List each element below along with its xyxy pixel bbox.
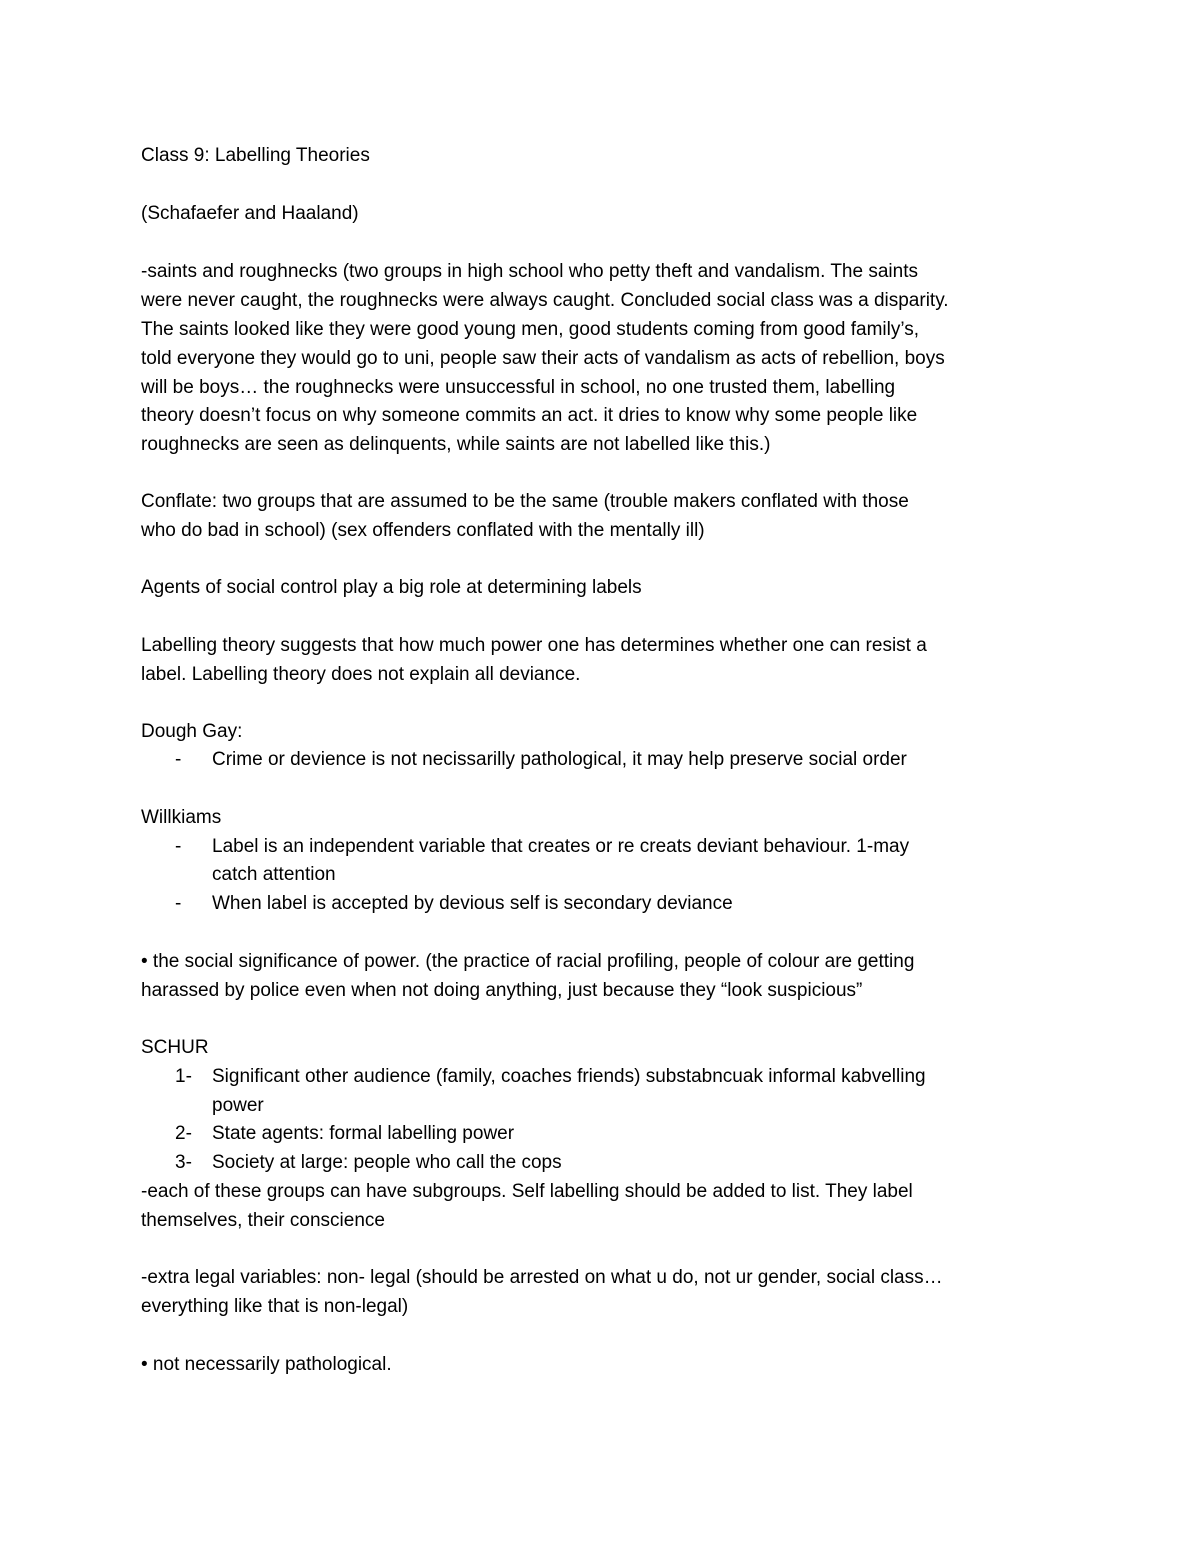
paragraph-line: told everyone they would go to uni, people saw their acts of vandalism as acts of rebellion, boys	[141, 348, 945, 369]
paragraph-line: -each of these groups can have subgroups. Self labelling should be added to list. They label	[141, 1181, 913, 1202]
paragraph-line: -extra legal variables: non- legal (should be arrested on what u do, not ur gender, social class…	[141, 1267, 943, 1288]
list-marker: -	[175, 893, 182, 914]
paragraph-line: harassed by police even when not doing anything, just because they “look suspicious”	[141, 980, 863, 1001]
paragraph-line: The saints looked like they were good young men, good students coming from good family’s,	[141, 319, 920, 340]
list-item-continuation: catch attention	[212, 864, 336, 885]
section-heading: Willkiams	[141, 807, 222, 828]
paragraph-line: were never caught, the roughnecks were always caught. Concluded social class was a disparity.	[141, 290, 949, 311]
paragraph-line: Labelling theory suggests that how much power one has determines whether one can resist a	[141, 635, 927, 656]
paragraph-line: Conflate: two groups that are assumed to be the same (trouble makers conflated with those	[141, 491, 909, 512]
list-item: When label is accepted by devious self is secondary deviance	[212, 893, 733, 914]
paragraph-line: who do bad in school) (sex offenders conflated with the mentally ill)	[141, 520, 705, 541]
paragraph-line: will be boys… the roughnecks were unsuccessful in school, no one trusted them, labelling	[141, 377, 896, 398]
list-item: Crime or devience is not necissarilly pathological, it may help preserve social order	[212, 749, 907, 770]
list-item-continuation: power	[212, 1095, 264, 1116]
section-heading: SCHUR	[141, 1037, 209, 1058]
list-marker: 1-	[175, 1066, 192, 1087]
paragraph-line: • the social significance of power. (the practice of racial profiling, people of colour are getting	[141, 951, 915, 972]
paragraph-line: roughnecks are seen as delinquents, while saints are not labelled like this.)	[141, 434, 771, 455]
list-item: Society at large: people who call the cops	[212, 1152, 562, 1173]
paragraph-line: label. Labelling theory does not explain all deviance.	[141, 664, 581, 685]
list-marker: 2-	[175, 1123, 192, 1144]
document-title: Class 9: Labelling Theories	[141, 145, 370, 166]
paragraph-line: themselves, their conscience	[141, 1210, 385, 1231]
paragraph-line: everything like that is non-legal)	[141, 1296, 409, 1317]
list-item: Label is an independent variable that creates or re creats deviant behaviour. 1-may	[212, 836, 910, 857]
paragraph-line: theory doesn’t focus on why someone commits an act. it dries to know why some people like	[141, 405, 918, 426]
authors-line: (Schafaefer and Haaland)	[141, 203, 359, 224]
section-heading: Dough Gay:	[141, 721, 243, 742]
list-item: State agents: formal labelling power	[212, 1123, 515, 1144]
list-marker: -	[175, 749, 182, 770]
list-marker: 3-	[175, 1152, 192, 1173]
paragraph-line: -saints and roughnecks (two groups in high school who petty theft and vandalism. The saints	[141, 261, 918, 282]
agents-line: Agents of social control play a big role at determining labels	[141, 577, 642, 598]
list-marker: -	[175, 836, 182, 857]
pathological-bullet: • not necessarily pathological.	[141, 1354, 392, 1375]
list-item: Significant other audience (family, coaches friends) substabncuak informal kabvelling	[212, 1066, 926, 1087]
